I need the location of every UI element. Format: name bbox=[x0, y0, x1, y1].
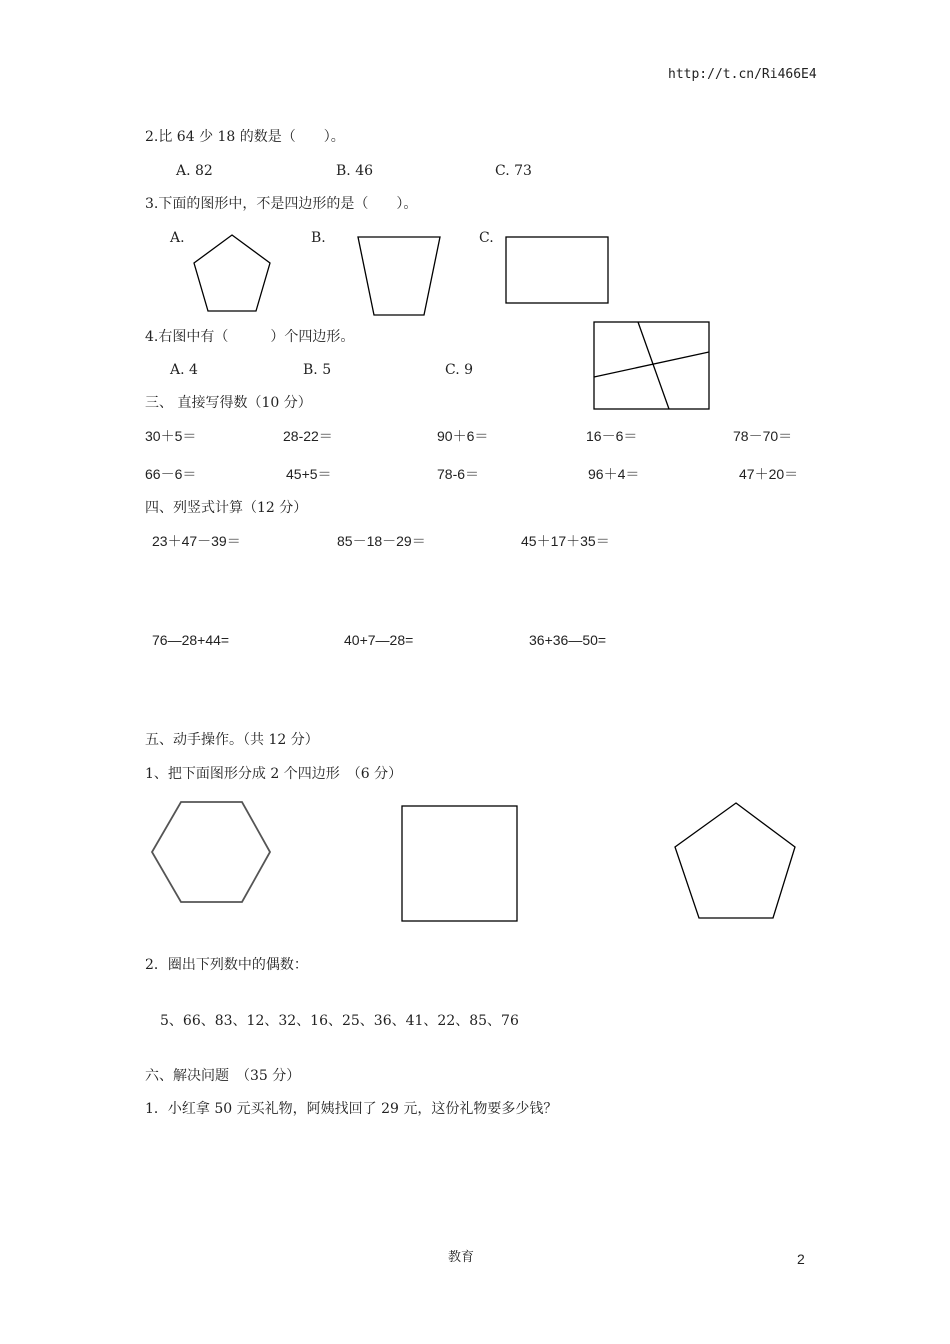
question-3-stem: 3.下面的图形中，不是四边形的是（ ）。 bbox=[145, 196, 418, 212]
mental-math-item: 45+5＝ bbox=[286, 466, 332, 482]
trapezoid-shape-b bbox=[355, 234, 443, 318]
quadrilateral-count-figure bbox=[592, 320, 712, 412]
mental-math-item: 78－70＝ bbox=[733, 428, 793, 444]
mental-math-item: 28-22＝ bbox=[283, 428, 333, 444]
vertical-calc-item: 36+36—50= bbox=[529, 632, 607, 648]
even-number-list: 5、66、83、12、32、16、25、36、41、22、85、76 bbox=[160, 1013, 519, 1029]
vertical-calc-item: 85－18－29＝ bbox=[337, 533, 426, 549]
rectangle-shape-c bbox=[504, 235, 610, 305]
section-5-question-1: 1、把下面图形分成 2 个四边形 （6 分） bbox=[145, 766, 403, 782]
mental-math-item: 96＋4＝ bbox=[588, 466, 640, 482]
question-2-stem: 2.比 64 少 18 的数是（ ）。 bbox=[145, 129, 345, 145]
mental-math-item: 78-6＝ bbox=[437, 466, 480, 482]
question-2-option-a: A. 82 bbox=[176, 163, 213, 179]
vertical-calc-item: 23＋47－39＝ bbox=[152, 533, 241, 549]
mental-math-item: 30＋5＝ bbox=[145, 428, 197, 444]
pentagon-shape-a bbox=[190, 232, 274, 314]
section-3-title: 三、 直接写得数（10 分） bbox=[145, 395, 312, 411]
section-5-title: 五、动手操作。（共 12 分） bbox=[145, 732, 319, 748]
vertical-calc-item: 40+7—28= bbox=[344, 632, 414, 648]
mental-math-item: 16－6＝ bbox=[586, 428, 638, 444]
mental-math-item: 90＋6＝ bbox=[437, 428, 489, 444]
section-5-question-2: 2．圈出下列数中的偶数： bbox=[145, 957, 308, 973]
mental-math-item: 66－6＝ bbox=[145, 466, 197, 482]
question-4-option-b: B. 5 bbox=[303, 362, 332, 378]
section-6-question-1: 1．小红拿 50 元买礼物，阿姨找回了 29 元，这份礼物要多少钱？ bbox=[145, 1101, 558, 1117]
question-3-label-c: C. bbox=[479, 230, 494, 246]
question-2-option-b: B. 46 bbox=[336, 163, 374, 179]
question-4-option-c: C. 9 bbox=[445, 362, 474, 378]
mental-math-item: 47＋20＝ bbox=[739, 466, 799, 482]
vertical-calc-item: 45＋17＋35＝ bbox=[521, 533, 610, 549]
question-2-option-c: C. 73 bbox=[495, 163, 532, 179]
header-url: http://t.cn/Ri466E4 bbox=[668, 67, 817, 82]
square-shape bbox=[400, 804, 520, 924]
page-number: 2 bbox=[797, 1251, 805, 1267]
section-6-title: 六、解决问题 （35 分） bbox=[145, 1068, 301, 1084]
question-3-label-b: B. bbox=[311, 230, 326, 246]
question-3-label-a: A. bbox=[170, 230, 185, 246]
pentagon-shape bbox=[672, 800, 798, 922]
question-4-stem: 4.右图中有（ ）个四边形。 bbox=[145, 329, 355, 345]
section-4-title: 四、列竖式计算（12 分） bbox=[145, 500, 308, 516]
question-4-option-a: A. 4 bbox=[170, 362, 198, 378]
hexagon-shape bbox=[150, 800, 272, 906]
footer-label: 教育 bbox=[448, 1250, 475, 1265]
vertical-calc-item: 76—28+44= bbox=[152, 632, 230, 648]
